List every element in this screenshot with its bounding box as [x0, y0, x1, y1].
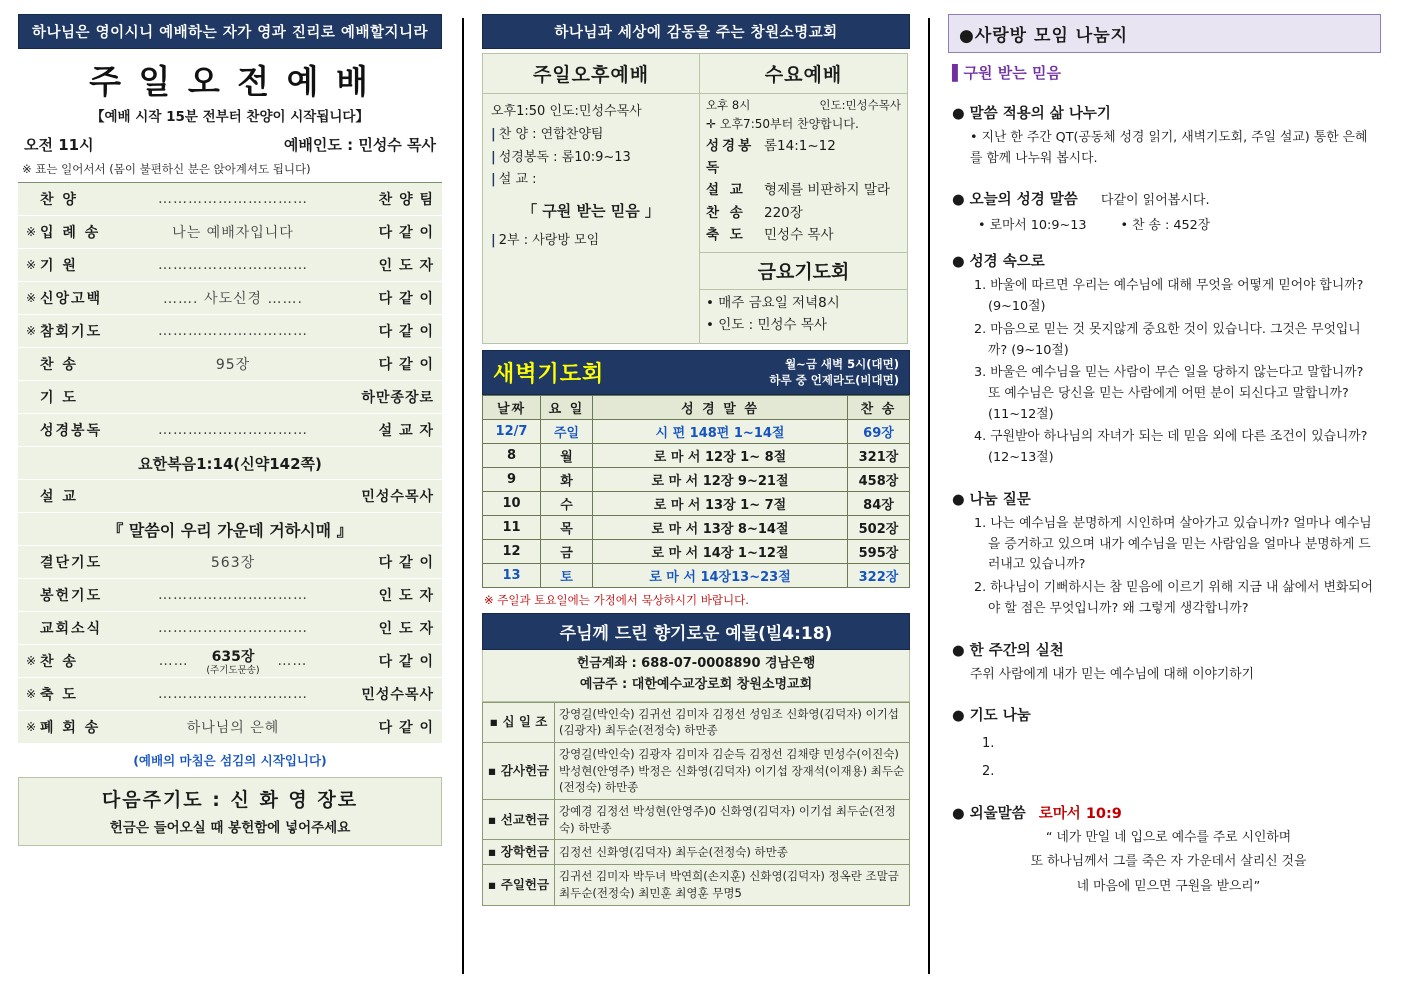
wednesday-row: [706, 224, 901, 246]
order-detail: …………………………: [158, 620, 308, 636]
order-detail: …………………………: [158, 686, 308, 702]
memory-title-text: 외울말씀: [969, 805, 1026, 822]
next-week-prayer-box: [18, 777, 442, 846]
offering-label-text: 선교헌금: [500, 811, 550, 827]
order-name: 결단기도: [40, 555, 103, 571]
offering-label-text: 십 일 조: [502, 714, 548, 730]
section-sharing-questions: [948, 473, 1381, 624]
services-panels: [482, 53, 910, 344]
cell-scripture: 로 마 서 12장 9~21절: [593, 467, 848, 491]
memory-verse-line: “ 네가 만일 네 입으로 예수를 주로 시인하며: [1045, 829, 1292, 845]
table-header-row: [483, 395, 910, 419]
question-item: 1. 바울에 따르면 우리는 예수님에 대해 무엇을 어떻게 믿어야 합니까? (9~10절): [974, 278, 1364, 315]
order-row: [18, 216, 442, 249]
column-divider-2: [928, 18, 930, 974]
wednesday-body: [700, 94, 907, 252]
order-detail: 95장: [215, 357, 251, 373]
sunday-afternoon-head: 주일오후예배: [483, 54, 699, 94]
section-title-suffix: 다같이 읽어봅시다.: [1100, 193, 1210, 209]
cell-date: 11: [483, 515, 541, 539]
cell-hymn: 458장: [848, 467, 910, 491]
section-weekly-practice: [948, 624, 1381, 690]
order-detail: 하나님의 은혜: [186, 720, 280, 736]
order-row: [18, 579, 442, 612]
wednesday-time-row: [706, 96, 901, 115]
cell-date: 9: [483, 467, 541, 491]
order-mark: ※: [26, 258, 37, 272]
offering-label-text: 주일헌금: [500, 877, 550, 892]
order-row: [18, 183, 442, 216]
offering-row: [483, 840, 910, 865]
cell-day: 화: [541, 467, 593, 491]
banner-church-motto: 하나님과 세상에 감동을 주는 창원소명교회: [482, 14, 910, 49]
cell-scripture: 로 마 서 13장 8~14절: [593, 515, 848, 539]
section-title-text: 성경 속으로: [969, 254, 1045, 271]
order-person: 다 같 이: [378, 720, 434, 736]
row-label: 찬 송: [706, 204, 746, 221]
question-item: 2. 마음으로 믿는 것 못지않게 중요한 것이 있습니다. 그것은 무엇입니까? (9~10절): [974, 321, 1361, 358]
col-date: 날짜: [483, 395, 541, 419]
sunday-afternoon-item: | 찬 양 : 연합찬양팀: [491, 126, 604, 142]
cell-hymn: 84장: [848, 491, 910, 515]
prayer-slot: 1.: [982, 736, 995, 752]
bullet-icon: ●: [952, 254, 965, 271]
dawn-prayer-header: [482, 350, 910, 395]
hymn-ref: • 찬 송 : 452장: [1120, 218, 1211, 234]
item-label: 성경봉독: [498, 149, 549, 165]
row-label: 설 교: [706, 182, 746, 199]
dawn-sub-line2: 하루 중 언제라도(비대면): [769, 373, 899, 388]
col-day: 요 일: [541, 395, 593, 419]
order-name: 찬 양: [40, 192, 78, 208]
bullet-icon: ●: [952, 192, 965, 209]
bar-icon: ▌: [952, 64, 964, 82]
column-services-offerings: [476, 14, 916, 978]
order-mark: ※: [26, 324, 37, 338]
standing-note: ※ 표는 일어서서 (몸이 불편하신 분은 앉아계셔도 됩니다): [22, 162, 311, 176]
order-name: 기 도: [40, 390, 78, 406]
table-row: [483, 443, 910, 467]
section-title: [952, 802, 1377, 823]
section-title-text: 나눔 질문: [969, 491, 1031, 508]
wednesday-row: [706, 135, 901, 180]
section-memory-verse: [948, 787, 1381, 899]
bullet-icon: ●: [952, 805, 965, 822]
item-label: 설 교: [498, 172, 528, 188]
bullet-icon: ●: [952, 491, 965, 508]
order-detail: 나는 예배자입니다: [172, 225, 294, 241]
sunday-afternoon-body: [483, 94, 699, 261]
offering-row: [483, 702, 910, 742]
afternoon-sermon-title: 「 구원 받는 믿음 」: [522, 202, 660, 220]
wednesday-time: 오후 8시: [706, 98, 751, 112]
cell-date: 8: [483, 443, 541, 467]
order-row: [18, 711, 442, 744]
order-row: [18, 315, 442, 348]
question-item: 2. 하나님이 기뻐하시는 참 믿음에 이르기 위해 지금 내 삶에서 변화되어야 할 점은 무엇입니까? 왜 그렇게 생각합니까?: [974, 580, 1374, 616]
order-detail: …………………………: [158, 191, 308, 207]
order-row: [18, 282, 442, 315]
offering-instruction: 헌금은 들어오실 때 봉헌함에 넣어주세요: [109, 820, 351, 836]
order-row: [18, 348, 442, 381]
dawn-prayer-title: 새벽기도회: [493, 361, 605, 387]
section-title-text: 말씀 적용의 삶 나누기: [969, 106, 1111, 122]
order-dots-right: ……: [277, 653, 308, 669]
bar-icon: |: [491, 149, 496, 165]
col-scripture: 성 경 말 씀: [593, 395, 848, 419]
offering-holder: 예금주 : 대한예수교장로회 창원소명교회: [579, 676, 813, 692]
memory-verse-line: 네 마음에 믿으면 구원을 받으리”: [1076, 878, 1261, 894]
offering-label-text: 장학헌금: [500, 844, 550, 860]
column-sunday-morning-service: [10, 14, 450, 978]
order-detail: …………………………: [158, 257, 308, 273]
order-of-worship: [18, 182, 442, 744]
order-row-sermon: [18, 480, 442, 513]
section-title: [952, 188, 1377, 209]
hymn-number: [203, 646, 262, 676]
cell-scripture: 로 마 서 13장 1~ 7절: [593, 491, 848, 515]
table-row: [483, 563, 910, 587]
order-mark: ※: [26, 654, 37, 668]
cell-date: 10: [483, 491, 541, 515]
sunday-afternoon-item: | 설 교 :: [491, 172, 537, 188]
order-person: 인 도 자: [378, 588, 434, 604]
order-row-hymn: [18, 645, 442, 678]
offering-label: ▪ 장학헌금: [483, 840, 555, 865]
section-prayer-sharing: [948, 689, 1381, 787]
order-person: 다 같 이: [378, 324, 434, 340]
order-detail: …………………………: [158, 323, 308, 339]
section-title-text: 기도 나눔: [969, 708, 1031, 725]
offering-header: 주님께 드린 향기로운 예물(빌4:18): [482, 613, 910, 650]
small-group-subject: [948, 53, 1381, 87]
row-label: 성경봉독: [706, 137, 755, 177]
section-title: [952, 250, 1377, 271]
order-name: 폐 회 송: [40, 720, 101, 736]
order-mark: ※: [26, 687, 37, 701]
column-small-group-sheet: [942, 14, 1387, 978]
table-row: [483, 419, 910, 443]
wednesday-head: 수요예배: [700, 54, 907, 94]
part2-value: 사랑방 모임: [532, 233, 600, 249]
bar-icon: |: [491, 172, 496, 188]
order-person: 다 같 이: [378, 225, 434, 241]
bar-icon: |: [491, 233, 496, 249]
order-name: 성경봉독: [40, 423, 103, 439]
order-person: 민성수목사: [361, 489, 434, 505]
order-person: 다 같 이: [378, 654, 434, 670]
section-title: [952, 488, 1377, 509]
order-row: [18, 546, 442, 579]
sunday-afternoon-item: | 성경봉독 : 롬10:9~13: [491, 149, 631, 165]
cell-day: 목: [541, 515, 593, 539]
cell-hymn: 321장: [848, 443, 910, 467]
order-dots-left: ……: [158, 653, 189, 669]
scripture-reference: 요한복음1:14(신약142쪽): [18, 447, 442, 480]
cell-hymn: 69장: [848, 419, 910, 443]
friday-prayer-head: 금요기도회: [700, 252, 907, 290]
hymn-number-text: 635장: [211, 649, 255, 666]
cell-scripture: 시 편 148편 1~14절: [593, 419, 848, 443]
cell-date: 12: [483, 539, 541, 563]
cell-hymn: 322장: [848, 563, 910, 587]
order-detail: …………………………: [158, 587, 308, 603]
order-person: 설 교 자: [378, 423, 434, 439]
offering-row: [483, 742, 910, 799]
row-value: 220장: [764, 204, 803, 221]
bar-icon: |: [491, 126, 496, 142]
wednesday-row: [706, 202, 901, 224]
friday-line: • 매주 금요일 저녁8시: [706, 295, 840, 312]
order-row: [18, 414, 442, 447]
sunday-afternoon-time: 오후1:50 인도:민성수목사: [491, 104, 642, 119]
cell-scripture: 로 마 서 14장 1~12절: [593, 539, 848, 563]
order-row: [18, 249, 442, 282]
question-item: 1. 나는 예수님을 분명하게 시인하며 살아가고 있습니까? 얼마나 예수님을 증거하고 있으며 내가 예수님을 믿는 사람임을 얼마나 분명하게 드러내고 있습니까?: [974, 515, 1372, 573]
wednesday-panel: [700, 53, 908, 344]
sermon-title: 『 말씀이 우리 가운데 거하시매 』: [18, 513, 442, 546]
offering-row: [483, 865, 910, 905]
section-title: [952, 639, 1377, 660]
banner-verse: 하나님은 영이시니 예배하는 자가 영과 진리로 예배할지니라: [18, 14, 442, 49]
scripture-ref: • 로마서 10:9~13: [978, 218, 1087, 234]
order-name: 입 례 송: [40, 225, 101, 241]
section-title: [952, 704, 1377, 725]
cell-hymn: 502장: [848, 515, 910, 539]
cell-day: 주일: [541, 419, 593, 443]
order-detail: ……. 사도신경 …….: [163, 291, 303, 307]
sunday-afternoon-part2: | 2부 : 사랑방 모임: [491, 233, 600, 249]
cell-scripture: 로 마 서 14장13~23절: [593, 563, 848, 587]
offering-label: ▪ 선교헌금: [483, 799, 555, 839]
small-group-header: ●사랑방 모임 나눔지: [948, 14, 1381, 53]
order-person: 다 같 이: [378, 555, 434, 571]
column-divider-1: [462, 18, 464, 974]
cell-day: 토: [541, 563, 593, 587]
offering-names: 강영길(박인숙) 김광자 김미자 김순득 김정선 김채량 민성수(이진숙) 박성현(안영주) 박정은 신화영(김덕자) 이기섭 장재석(이재용) 최두순(전정숙) 하만종: [555, 742, 910, 799]
order-name: 참회기도: [40, 324, 103, 340]
cell-day: 금: [541, 539, 593, 563]
closing-note: (예배의 마침은 섬김의 시작입니다): [133, 753, 327, 768]
friday-prayer-body: [700, 290, 907, 343]
offering-names: 김귀선 김미자 박두녀 박연희(손지훈) 신화영(김덕자) 정옥란 조말금 최두순(전정숙) 최민훈 최영훈 무명5: [555, 865, 910, 905]
order-name: 찬 송: [40, 357, 78, 373]
next-week-prayer: 다음주기도 : 신 화 영 장로: [101, 789, 359, 811]
cell-hymn: 595장: [848, 539, 910, 563]
hymn-subtitle: (주기도문송): [206, 665, 260, 677]
order-mark: ※: [26, 720, 37, 734]
section-bullet-text: 지난 한 주간 QT(공동체 성경 읽기, 새벽기도회, 주일 설교) 통한 은혜를 함께 나누워 봅시다.: [970, 130, 1368, 166]
dawn-prayer-note: ※ 주일과 토요일에는 가정에서 묵상하시기 바랍니다.: [484, 592, 749, 607]
prayer-slot: 2.: [982, 763, 995, 779]
order-person: 하만종장로: [361, 390, 434, 406]
offering-row: [483, 799, 910, 839]
section-life-application: [948, 87, 1381, 173]
offering-label-text: 감사헌금: [500, 762, 550, 778]
service-time-row: [18, 132, 442, 159]
row-value: 민성수 목사: [764, 226, 834, 243]
question-item: 3. 바울은 예수님을 믿는 사람이 무슨 일을 당하지 않는다고 말합니까? 또 예수님은 당신을 믿는 사람에게 어떤 분이 되신다고 말합니까? (11~12절): [974, 365, 1364, 422]
section-title-text: 한 주간의 실천: [969, 642, 1064, 659]
cell-day: 월: [541, 443, 593, 467]
order-mark: ※: [26, 225, 37, 239]
order-row: [18, 678, 442, 711]
service-time: 오전 11시: [24, 136, 94, 154]
order-person: 인 도 자: [378, 258, 434, 274]
row-value: 형제를 비판하지 말라: [764, 182, 890, 199]
cell-day: 수: [541, 491, 593, 515]
order-person: 인 도 자: [378, 621, 434, 637]
order-person: 찬 양 팀: [378, 192, 434, 208]
offering-label: ▪ 주일헌금: [483, 865, 555, 905]
bullet-icon: ●: [952, 106, 965, 122]
table-row: [483, 539, 910, 563]
order-detail: 563장: [210, 555, 256, 571]
order-person: 민성수목사: [361, 687, 434, 703]
service-subtitle: 【예배 시작 15분 전부터 찬양이 시작됩니다】: [91, 109, 369, 125]
order-row: [18, 612, 442, 645]
cell-date: 13: [483, 563, 541, 587]
row-value: 롬14:1~12: [764, 137, 836, 154]
small-group-subject-text: 구원 받는 믿음: [963, 64, 1061, 82]
offering-names: 강영길(박인숙) 김귀선 김미자 김정선 성임조 신화영(김덕자) 이기섭(김광자) 최두순(전정숙) 하만종: [555, 702, 910, 742]
memory-verse-line: 또 하나님께서 그를 죽은 자 가운데서 살리신 것을: [1030, 854, 1307, 870]
service-leader: 예배인도 : 민성수 목사: [283, 136, 436, 154]
order-name: 신앙고백: [40, 291, 103, 307]
wednesday-leader: 인도:민성수목사: [819, 98, 901, 112]
col-hymn: 찬 송: [848, 395, 910, 419]
page-title: 주 일 오 전 예 배: [89, 62, 371, 101]
dawn-prayer-table: [482, 395, 910, 588]
offering-names: 김정선 신화영(김덕자) 최두순(전정숙) 하만종: [555, 840, 910, 865]
order-person: 다 같 이: [378, 357, 434, 373]
order-name: 교회소식: [40, 621, 103, 637]
section-into-scripture: [948, 235, 1381, 472]
question-item: 4. 구원받아 하나님의 자녀가 되는 데 믿음 외에 다른 조건이 있습니까? (12~13절): [974, 429, 1368, 466]
dawn-prayer-subtitle: [769, 356, 899, 389]
order-name: 봉헌기도: [40, 588, 103, 604]
item-value: 롬10:9~13: [561, 149, 631, 165]
item-label: 찬 양: [498, 126, 528, 142]
wednesday-praise-note: ✛ 오후7:50부터 찬양합니다.: [706, 116, 859, 131]
offering-label: ▪ 감사헌금: [483, 742, 555, 799]
part2-label: 2부: [498, 233, 520, 249]
order-row: [18, 381, 442, 414]
item-value: 연합찬양팀: [540, 126, 604, 142]
table-row: [483, 467, 910, 491]
row-label: 축 도: [706, 226, 746, 243]
scripture-hymn-row: [978, 214, 1377, 233]
order-name: 기 원: [40, 258, 78, 274]
cell-scripture: 로 마 서 12장 1~ 8절: [593, 443, 848, 467]
table-row: [483, 491, 910, 515]
section-bullet: • 지난 한 주간 QT(공동체 성경 읽기, 새벽기도회, 주일 설교) 통한 은혜를 함께 나누워 봅시다.: [970, 130, 1368, 166]
section-title: [952, 102, 1377, 123]
bullet-icon: ●: [952, 642, 965, 659]
section-todays-word: [948, 173, 1381, 235]
cell-date: 12/7: [483, 419, 541, 443]
offering-label: ▪ 십 일 조: [483, 702, 555, 742]
bullet-icon: ●: [952, 708, 965, 725]
order-detail: …………………………: [158, 422, 308, 438]
sunday-afternoon-panel: [482, 53, 700, 344]
order-person: 다 같 이: [378, 291, 434, 307]
offering-table: [482, 702, 910, 906]
memory-reference: 로마서 10:9: [1038, 805, 1122, 822]
order-name: 찬 송: [40, 654, 78, 670]
table-row: [483, 515, 910, 539]
practice-text: 주위 사람에게 내가 믿는 예수님에 대해 이야기하기: [970, 666, 1255, 682]
section-title-text: 오늘의 성경 말씀: [969, 192, 1078, 209]
offering-account: 헌금계좌 : 688-07-0008890 경남은행: [576, 655, 816, 671]
dawn-sub-line1: 월~금 새벽 5시(대면): [785, 356, 899, 371]
offering-account-box: [482, 650, 910, 702]
friday-line: • 인도 : 민성수 목사: [706, 317, 827, 334]
order-mark: ※: [26, 291, 37, 305]
wednesday-row: [706, 179, 901, 201]
offering-names: 강예경 김정선 박성현(안영주)0 신화영(김덕자) 이기섭 최두순(전정숙) 하만종: [555, 799, 910, 839]
order-name: 설 교: [40, 489, 78, 505]
order-name: 축 도: [40, 687, 78, 703]
